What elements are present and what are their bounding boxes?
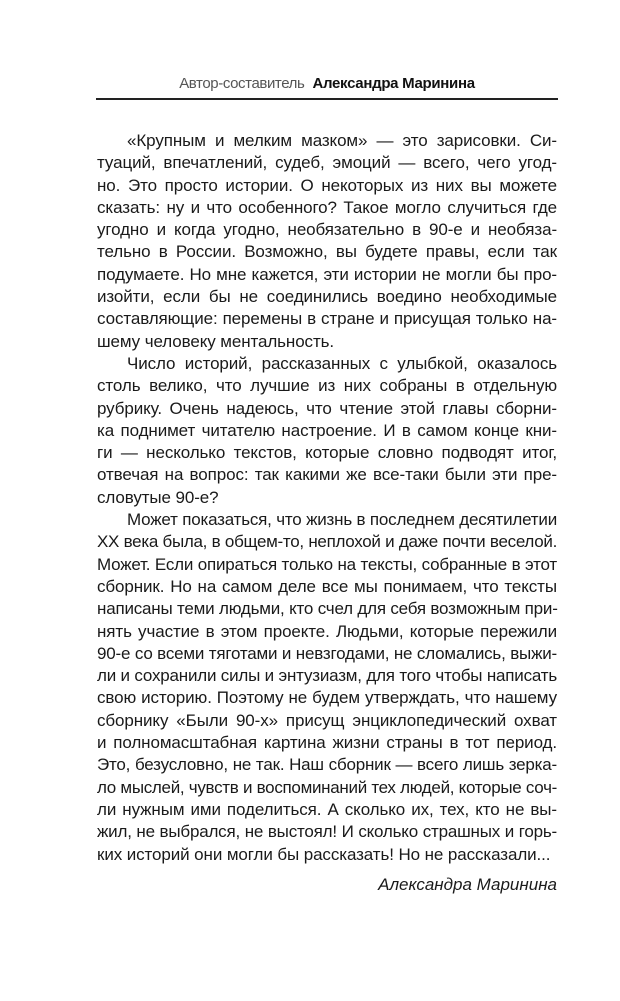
text-line: 90-е со всеми тяготами и невзгодами, не сломались, выжи- [97, 643, 557, 663]
text-line: и полномасштабная картина жизни страны в тот период. [97, 733, 557, 753]
text-line: туаций, впечатлений, судеб, эмоций — всего, чего угод- [97, 153, 557, 173]
text-line: «Крупным и мелким мазком» — это зарисовки. Си- [127, 131, 557, 150]
text-line: нять участие в этом проекте. Людьми, которые пережили [97, 621, 557, 641]
header-rule [96, 98, 558, 100]
paragraph [97, 353, 557, 509]
text-line: столь велико, что лучшие из них собраны в отдельную [97, 376, 557, 396]
text-line: тельно в России. Возможно, вы будете правы, если так [97, 242, 557, 262]
text-line: ло мыслей, чувств и воспоминаний тех людей, которые соч- [97, 777, 557, 797]
header-author: Александра Маринина [312, 75, 475, 92]
text-line: шему человеку ментальность. [97, 331, 335, 351]
text-line: XX века была, в общем-то, неплохой и даже почти веселой. [97, 532, 557, 552]
text-line: ка поднимет читателю настроение. И в самом конце кни- [97, 420, 557, 440]
text-line: отвечая на вопрос: так какими же все-таки были эти пре- [97, 465, 557, 485]
text-line: ли и сохранили силы и энтузиазм, для того чтобы написать [97, 666, 557, 686]
text-line: ли нужным ими поделиться. А сколько их, тех, кто не вы- [97, 799, 557, 819]
text-line: составляющие: перемены в стране и присущая только на- [97, 309, 557, 329]
text-line: но. Это просто истории. О некоторых из них вы можете [97, 175, 557, 195]
text-line: ги — несколько текстов, которые словно подводят итог, [97, 443, 557, 463]
text-line: угодно и когда угодно, необязательно в 90-е и необяза- [97, 220, 557, 240]
text-line: рубрику. Очень надеюсь, что чтение этой главы сборни- [97, 398, 557, 418]
text-line: подумаете. Но мне кажется, эти истории не могли бы про- [97, 264, 557, 284]
page-body [97, 130, 557, 866]
text-line: изойти, если бы не соединились воедино необходимые [97, 287, 557, 307]
text-line: свою историю. Поэтому не будем утверждать, что нашему [97, 688, 557, 708]
text-line: написаны теми людьми, кто счел для себя возможным при- [97, 599, 558, 619]
text-line: ких историй они могли бы рассказать! Но не рассказали... [97, 844, 551, 864]
text-line: словутые 90-е? [97, 487, 219, 507]
running-header [97, 74, 557, 94]
text-line: Может. Если опираться только на тексты, собранные в этот [97, 554, 557, 574]
text-line: жил, не выбрался, не выстоял! И сколько страшных и горь- [97, 822, 557, 842]
text-line: Число историй, рассказанных с улыбкой, оказалось [127, 353, 557, 373]
text-line: Это, безусловно, не так. Наш сборник — всего лишь зерка- [97, 755, 557, 775]
text-line: сборник. Но на самом деле все мы понимаем, что тексты [97, 576, 557, 596]
header-role: Автор-составитель [179, 75, 305, 92]
paragraph [97, 509, 557, 866]
signature: Александра Маринина [378, 875, 557, 894]
paragraph [97, 130, 557, 353]
text-line: сказать: ну и что особенного? Такое могло случиться где [97, 197, 557, 217]
text-line: Может показаться, что жизнь в последнем десятилетии [127, 510, 557, 530]
text-line: сборнику «Были 90-х» присущ энциклопедический охват [97, 710, 557, 730]
